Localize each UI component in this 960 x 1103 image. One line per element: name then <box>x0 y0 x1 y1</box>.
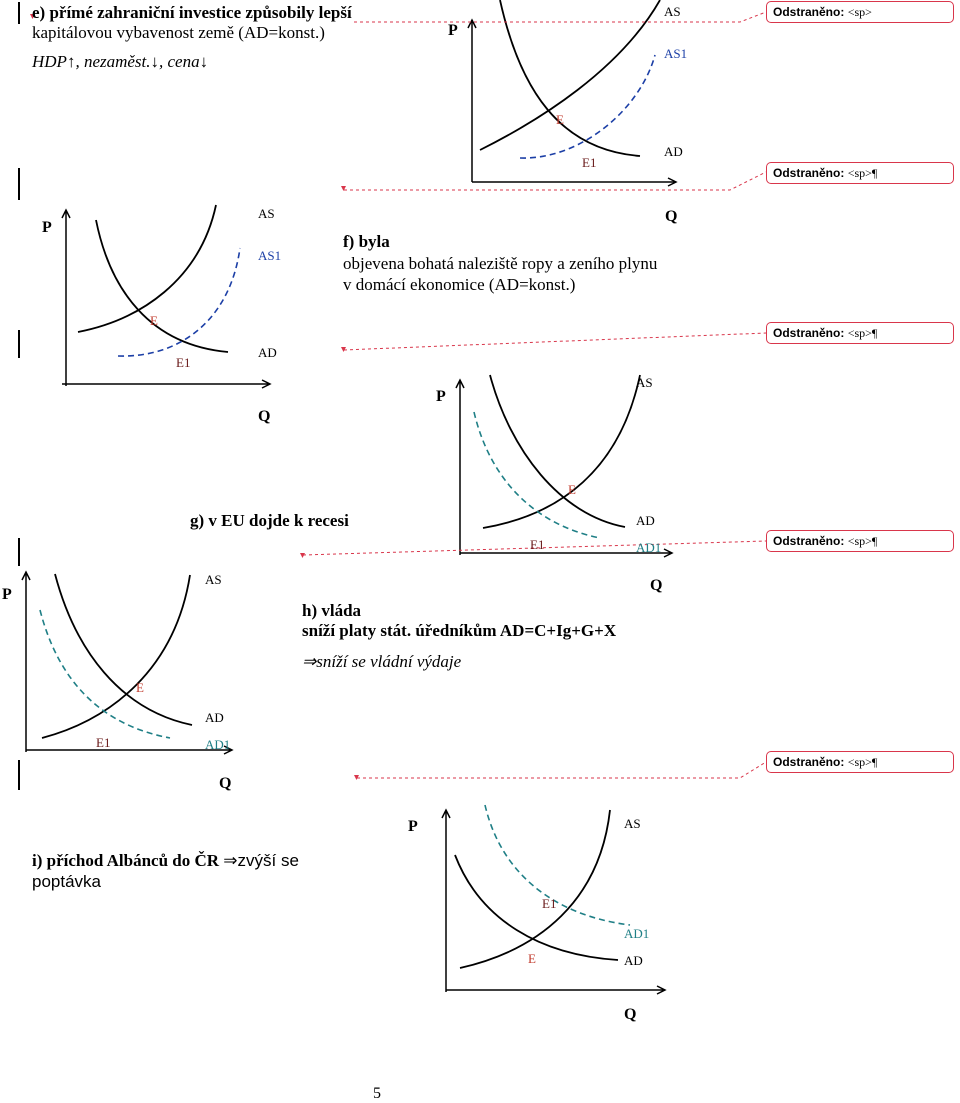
graph5-ad-label: AD <box>624 953 643 968</box>
revision-value: <sp>¶ <box>847 755 878 769</box>
graph2-e1-label: E1 <box>176 355 191 370</box>
section-f-line3: v domácí ekonomice (AD=konst.) <box>343 275 576 294</box>
graph3-ad1-label: AD1 <box>636 540 662 555</box>
graph3-as-label: AS <box>636 375 653 390</box>
revision-balloon[interactable] <box>766 751 954 773</box>
revision-label: Odstraněno: <box>773 326 845 340</box>
graph5-e1-label: E1 <box>542 896 557 911</box>
graph3-q-axis-label: Q <box>650 577 663 594</box>
graph3-p-axis-label: P <box>436 388 446 405</box>
revision-value: <sp>¶ <box>847 326 878 340</box>
revision-value: <sp>¶ <box>847 166 878 180</box>
revision-value: <sp> <box>847 5 872 19</box>
graph2-ad-label: AD <box>258 345 277 360</box>
section-i-line2: poptávka <box>32 872 101 891</box>
graph3-ad-label: AD <box>636 513 655 528</box>
graph5-as-label: AS <box>624 816 641 831</box>
graph4-e-label: E <box>136 680 144 695</box>
revision-balloon[interactable] <box>766 1 954 23</box>
revision-label: Odstraněno: <box>773 166 845 180</box>
section-e-line1: e) přímé zahraniční investice způsobily lepší <box>32 3 352 22</box>
graph1-e1-label: E1 <box>582 155 597 170</box>
graph1-axes <box>468 20 676 186</box>
revision-balloon[interactable] <box>766 162 954 184</box>
graph4-e1-label: E1 <box>96 735 111 750</box>
graph1-p-axis-label: P <box>448 22 458 39</box>
section-i-line1-rest: ⇒zvýší se <box>223 851 299 870</box>
revision-value: <sp>¶ <box>847 534 878 548</box>
graph4-q-axis-label: Q <box>219 775 232 792</box>
graph2-e-label: E <box>150 313 158 328</box>
graph1-ad-label: AD <box>664 144 683 159</box>
graph1-as1-label: AS1 <box>664 46 688 61</box>
graph5-q-axis-label: Q <box>624 1006 637 1023</box>
revision-label: Odstraněno: <box>773 534 845 548</box>
section-g-line1: g) v EU dojde k recesi <box>190 511 349 530</box>
section-i-line1-bold: i) příchod Albánců do ČR <box>32 851 224 870</box>
section-i-line1 <box>32 851 299 871</box>
graph5-ad1-label: AD1 <box>624 926 650 941</box>
graph4-as-label: AS <box>205 572 222 587</box>
graph5-p-axis-label: P <box>408 818 418 835</box>
section-h-line2: sníží platy stát. úředníkům AD=C+Ig+G+X <box>302 621 617 640</box>
graph4-as-curve <box>55 574 192 725</box>
graph2-as-curve <box>96 220 228 352</box>
graph1-as-label: AS <box>664 4 681 19</box>
graph4-ad1-label: AD1 <box>205 737 231 752</box>
graph4-ad-curve <box>42 575 190 738</box>
revision-balloon[interactable] <box>766 530 954 552</box>
graph2-as-label: AS <box>258 206 275 221</box>
graph2-q-axis-label: Q <box>258 408 271 425</box>
graph4-ad-label: AD <box>205 710 224 725</box>
graph1-q-axis-label: Q <box>665 208 678 225</box>
graph3-as-curve <box>490 375 625 527</box>
graph5-ad-curve <box>460 810 610 968</box>
graph2-ad-curve <box>78 205 216 332</box>
graph3-e-label: E <box>568 482 576 497</box>
page-number: 5 <box>373 1085 381 1102</box>
graph4-p-axis-label: P <box>2 586 12 603</box>
graph1-e-label: E <box>556 112 564 127</box>
graph3-ad1-curve <box>474 412 600 538</box>
section-e-line3: HDP↑, nezaměst.↓, cena↓ <box>32 52 209 71</box>
section-f-line1: f) byla <box>343 232 390 251</box>
graph3-e1-label: E1 <box>530 537 545 552</box>
revision-label: Odstraněno: <box>773 5 845 19</box>
section-h-line1: h) vláda <box>302 601 362 620</box>
graph5-e-label: E <box>528 951 536 966</box>
section-f-line2: objevena bohatá naleziště ropy a zeního plynu <box>343 254 658 273</box>
revision-label: Odstraněno: <box>773 755 845 769</box>
section-e-line2: kapitálovou vybavenost země (AD=konst.) <box>32 23 325 42</box>
revision-balloon[interactable] <box>766 322 954 344</box>
section-h-line3: ⇒sníží se vládní výdaje <box>302 652 462 671</box>
graph2-p-axis-label: P <box>42 219 52 236</box>
graph2-as1-label: AS1 <box>258 248 282 263</box>
graph3-ad-curve <box>483 375 640 528</box>
graph1-as-curve <box>500 0 640 156</box>
